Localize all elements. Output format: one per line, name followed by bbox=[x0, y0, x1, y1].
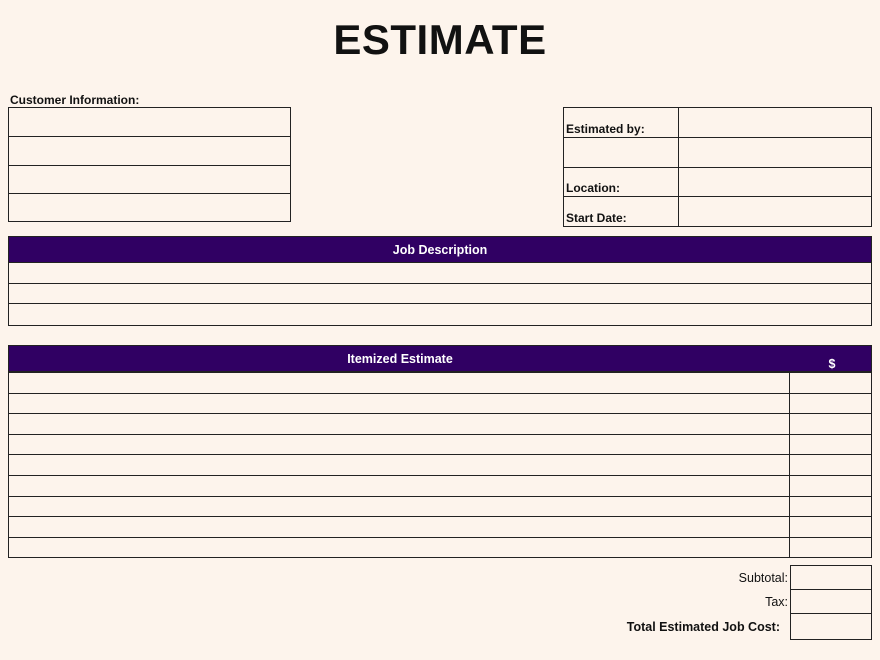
start-date-field[interactable] bbox=[679, 197, 872, 227]
job-description-header bbox=[8, 236, 872, 263]
itemized-estimate-table bbox=[8, 372, 872, 558]
item-description-cell[interactable] bbox=[9, 517, 790, 538]
table-row bbox=[9, 414, 872, 435]
location-field[interactable] bbox=[679, 167, 872, 197]
info-blank-label bbox=[564, 137, 679, 167]
totals-table bbox=[560, 565, 872, 640]
customer-info-line-1[interactable] bbox=[9, 108, 290, 137]
item-amount-cell[interactable] bbox=[790, 434, 872, 455]
item-amount-cell[interactable] bbox=[790, 455, 872, 476]
item-description-cell[interactable] bbox=[9, 373, 790, 394]
table-row bbox=[9, 496, 872, 517]
itemized-estimate-title: Itemized Estimate bbox=[347, 352, 453, 366]
table-row bbox=[9, 537, 872, 558]
table-row bbox=[9, 393, 872, 414]
start-date-label: Start Date: bbox=[564, 197, 679, 227]
table-row bbox=[9, 373, 872, 394]
item-amount-cell[interactable] bbox=[790, 475, 872, 496]
tax-label: Tax: bbox=[765, 594, 788, 609]
info-blank-field[interactable] bbox=[679, 137, 872, 167]
item-description-cell[interactable] bbox=[9, 475, 790, 496]
item-description-cell[interactable] bbox=[9, 414, 790, 435]
job-description-section bbox=[8, 236, 872, 326]
customer-info-line-4[interactable] bbox=[9, 194, 290, 223]
tax-field[interactable] bbox=[791, 590, 872, 614]
table-row bbox=[9, 517, 872, 538]
item-amount-cell[interactable] bbox=[790, 517, 872, 538]
item-description-cell[interactable] bbox=[9, 537, 790, 558]
estimate-info-table bbox=[563, 107, 872, 227]
job-description-line[interactable] bbox=[9, 263, 871, 284]
item-description-cell[interactable] bbox=[9, 455, 790, 476]
job-description-title: Job Description bbox=[392, 242, 488, 257]
total-cost-field[interactable] bbox=[791, 614, 872, 640]
job-description-lines bbox=[8, 263, 872, 326]
job-description-line[interactable] bbox=[9, 284, 871, 305]
job-description-line[interactable] bbox=[9, 304, 871, 325]
customer-info-box bbox=[8, 107, 291, 222]
table-row bbox=[9, 434, 872, 455]
itemized-estimate-section bbox=[8, 345, 872, 558]
item-amount-cell[interactable] bbox=[790, 496, 872, 517]
item-amount-cell[interactable] bbox=[790, 537, 872, 558]
estimated-by-field[interactable] bbox=[679, 108, 872, 138]
subtotal-label: Subtotal: bbox=[738, 570, 788, 585]
subtotal-field[interactable] bbox=[791, 566, 872, 590]
estimated-by-label: Estimated by: bbox=[564, 108, 679, 138]
customer-info-line-3[interactable] bbox=[9, 166, 290, 195]
table-row bbox=[9, 475, 872, 496]
total-cost-label: Total Estimated Job Cost: bbox=[626, 619, 780, 634]
page-title: ESTIMATE bbox=[333, 16, 547, 63]
table-row bbox=[9, 455, 872, 476]
item-description-cell[interactable] bbox=[9, 496, 790, 517]
item-amount-cell[interactable] bbox=[790, 373, 872, 394]
customer-info-label: Customer Information: bbox=[10, 93, 140, 107]
item-description-cell[interactable] bbox=[9, 393, 790, 414]
item-amount-cell[interactable] bbox=[790, 414, 872, 435]
customer-info-line-2[interactable] bbox=[9, 137, 290, 166]
item-description-cell[interactable] bbox=[9, 434, 790, 455]
amount-column-header: $ bbox=[828, 357, 836, 371]
itemized-estimate-header bbox=[8, 345, 872, 372]
item-amount-cell[interactable] bbox=[790, 393, 872, 414]
location-label: Location: bbox=[564, 167, 679, 197]
